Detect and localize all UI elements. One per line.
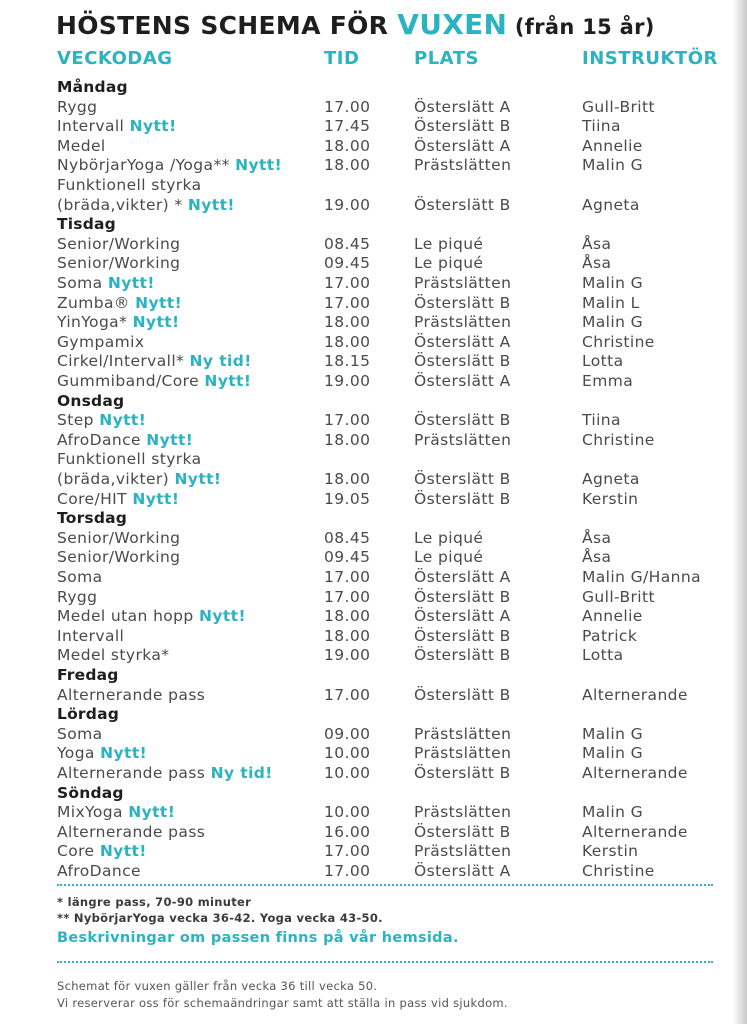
class-place: Österslätt B — [414, 764, 511, 782]
class-instructor: Åsa — [582, 548, 612, 567]
class-place: Prästslätten — [414, 842, 512, 861]
table-row — [0, 626, 733, 646]
new-tag: Nytt! — [146, 430, 194, 449]
class-name — [57, 547, 180, 567]
new-tag: Nytt! — [135, 293, 183, 312]
table-row — [0, 430, 733, 450]
table-row — [0, 587, 733, 607]
class-name — [57, 685, 205, 705]
class-name-text: MixYoga — [57, 803, 129, 822]
class-place: Le piqué — [414, 254, 484, 273]
class-instructor: Christine — [582, 430, 655, 449]
class-instructor: Lotta — [582, 352, 624, 371]
footer-disclaimer: Vi reserverar oss för schemaändringar samt att ställa in pass vid sjukdom. — [57, 996, 508, 1010]
table-row — [0, 724, 733, 744]
class-name — [57, 195, 235, 215]
class-name-text: Måndag — [57, 78, 128, 96]
class-instructor: Gull-Britt — [582, 97, 655, 116]
class-name-text: Onsdag — [57, 391, 125, 410]
class-name-text: Senior/Working — [57, 254, 181, 273]
day-heading — [0, 783, 733, 803]
class-name — [57, 116, 177, 136]
class-name — [57, 97, 97, 117]
class-name — [57, 743, 147, 763]
class-instructor: Malin G — [582, 313, 644, 332]
class-time: 17.00 — [324, 97, 371, 116]
header-time: TID — [324, 48, 360, 69]
class-place: Le piqué — [414, 234, 484, 253]
class-name — [57, 724, 103, 744]
class-time: 18.00 — [324, 332, 371, 351]
class-name-text: Medel — [57, 136, 106, 155]
class-instructor: Annelie — [582, 136, 643, 155]
table-row — [0, 273, 733, 293]
class-place: Österslätt A — [414, 332, 511, 351]
class-time: 17.45 — [324, 117, 371, 136]
day-name — [57, 665, 119, 685]
class-name-text: Senior/Working — [57, 548, 181, 567]
class-name-text: Torsdag — [57, 509, 128, 528]
class-name — [57, 489, 179, 509]
class-time: 19.05 — [324, 489, 371, 508]
class-instructor: Malin G — [582, 274, 644, 292]
class-time: 09.00 — [324, 724, 371, 743]
class-name-text: Funktionell styrka — [57, 450, 202, 469]
class-time: 18.00 — [324, 156, 371, 175]
class-instructor: Agneta — [582, 195, 640, 214]
new-tag: Nytt! — [129, 117, 177, 136]
class-instructor: Lotta — [582, 646, 624, 665]
class-time: 10.00 — [324, 744, 371, 763]
class-place: Prästslätten — [414, 430, 512, 449]
table-row — [0, 489, 733, 509]
class-name-text: Funktionell styrka — [57, 176, 202, 194]
class-name — [57, 175, 202, 195]
class-time: 08.45 — [324, 234, 371, 253]
class-name — [57, 587, 97, 607]
class-place: Österslätt B — [414, 411, 511, 430]
table-row — [0, 175, 733, 195]
table-row — [0, 528, 733, 548]
class-name — [57, 332, 144, 352]
class-name — [57, 645, 169, 665]
class-name-text: Yoga — [57, 744, 101, 763]
class-name-text: Step — [57, 411, 100, 430]
class-name-text: Alternerande pass — [57, 685, 206, 704]
class-place: Le piqué — [414, 548, 484, 567]
class-place: Österslätt A — [414, 862, 511, 880]
day-name — [57, 783, 124, 803]
header-instructor: INSTRUKTÖR — [582, 48, 718, 69]
table-row — [0, 743, 733, 763]
class-instructor: Åsa — [582, 254, 612, 273]
class-time: 17.00 — [324, 274, 371, 292]
day-name — [57, 77, 128, 97]
class-time: 17.00 — [324, 411, 371, 430]
class-instructor: Malin G — [582, 156, 644, 175]
class-instructor: Åsa — [582, 234, 612, 253]
new-tag: Nytt! — [99, 411, 147, 430]
new-tag: Nytt! — [100, 744, 148, 763]
class-name — [57, 312, 180, 332]
class-name — [57, 430, 193, 450]
class-name-text: Alternerande pass — [57, 764, 211, 782]
website-info-link[interactable]: Beskrivningar om passen finns på vår hemsida. — [57, 930, 459, 946]
class-name-text: AfroDance — [57, 862, 141, 880]
class-place: Österslätt B — [414, 195, 511, 214]
class-time: 18.15 — [324, 352, 371, 371]
class-place: Österslätt B — [414, 117, 511, 136]
table-row — [0, 351, 733, 371]
class-time: 18.00 — [324, 430, 371, 449]
class-name — [57, 273, 155, 293]
table-row — [0, 155, 733, 175]
class-name-text: Tisdag — [57, 215, 116, 234]
class-time: 19.00 — [324, 372, 371, 390]
class-name-text: Intervall — [57, 626, 125, 645]
class-place: Prästslätten — [414, 274, 512, 292]
day-name — [57, 214, 116, 234]
class-instructor: Gull-Britt — [582, 587, 655, 606]
class-place: Österslätt B — [414, 352, 511, 371]
class-name-text: Söndag — [57, 783, 124, 802]
class-place: Österslätt A — [414, 568, 511, 586]
class-time: 17.00 — [324, 842, 371, 861]
class-instructor: Kerstin — [582, 842, 639, 861]
class-name — [57, 155, 282, 175]
class-place: Prästslätten — [414, 156, 512, 175]
class-name-text: Cirkel/Intervall* — [57, 352, 190, 371]
class-place: Österslätt B — [414, 626, 511, 645]
class-instructor: Malin G/Hanna — [582, 568, 701, 586]
class-time: 16.00 — [324, 822, 371, 841]
class-instructor: Alternerande — [582, 685, 688, 704]
class-time: 17.00 — [324, 587, 371, 606]
table-row — [0, 469, 733, 489]
class-place: Österslätt B — [414, 489, 511, 508]
class-name — [57, 136, 106, 156]
class-instructor: Agneta — [582, 470, 640, 488]
class-name-text: Intervall — [57, 117, 130, 136]
class-name-text: Rygg — [57, 587, 98, 606]
class-name — [57, 841, 147, 861]
page-title — [56, 8, 736, 48]
table-row — [0, 606, 733, 626]
class-name — [57, 351, 252, 371]
class-name — [57, 861, 141, 881]
class-time: 19.00 — [324, 646, 371, 665]
table-row — [0, 763, 733, 783]
divider-bottom — [57, 961, 713, 963]
day-heading — [0, 508, 733, 528]
class-name — [57, 763, 273, 783]
class-time: 17.00 — [324, 293, 371, 312]
day-heading — [0, 704, 733, 724]
header-day: VECKODAG — [57, 48, 173, 69]
class-name-text: AfroDance — [57, 430, 147, 449]
table-row — [0, 332, 733, 352]
class-instructor: Tiina — [582, 117, 621, 136]
class-name-text: Fredag — [57, 666, 119, 684]
table-row — [0, 567, 733, 587]
class-instructor: Patrick — [582, 626, 638, 645]
class-place: Österslätt A — [414, 136, 511, 155]
table-row — [0, 312, 733, 332]
class-name-text: Medel utan hopp — [57, 607, 199, 626]
class-name-text: Soma — [57, 274, 108, 292]
new-tag: Nytt! — [198, 607, 246, 626]
divider-top — [57, 884, 713, 886]
day-name — [57, 391, 124, 411]
class-place: Österslätt A — [414, 97, 511, 116]
note-longer-sessions: * längre pass, 70-90 minuter — [57, 895, 252, 909]
class-name — [57, 371, 251, 391]
class-name-text: Senior/Working — [57, 528, 181, 547]
class-place: Österslätt B — [414, 470, 511, 488]
new-tag: Nytt! — [132, 489, 180, 508]
class-instructor: Kerstin — [582, 489, 639, 508]
day-name — [57, 508, 127, 528]
new-tag: Nytt! — [107, 274, 155, 292]
class-time: 09.45 — [324, 548, 371, 567]
class-name-text: Lördag — [57, 705, 120, 724]
class-place: Österslätt B — [414, 587, 511, 606]
class-time: 10.00 — [324, 803, 371, 822]
class-name — [57, 410, 146, 430]
day-name — [57, 704, 119, 724]
class-place: Le piqué — [414, 528, 484, 547]
class-time: 17.00 — [324, 862, 371, 880]
class-name-text: YinYoga* — [57, 313, 133, 332]
page-edge-shadow — [733, 0, 747, 1024]
class-time: 09.45 — [324, 254, 371, 273]
class-instructor: Malin G — [582, 724, 644, 743]
class-place: Österslätt B — [414, 293, 511, 312]
table-row — [0, 802, 733, 822]
new-tag: Nytt! — [235, 156, 283, 175]
class-name-text: (bräda,vikter) * — [57, 195, 188, 214]
day-heading — [0, 665, 733, 685]
class-place: Österslätt B — [414, 646, 511, 665]
class-time: 18.00 — [324, 626, 371, 645]
class-name — [57, 822, 205, 842]
header-place: PLATS — [414, 48, 479, 69]
class-name — [57, 606, 246, 626]
class-name — [57, 234, 180, 254]
new-tag: Nytt! — [174, 470, 222, 488]
class-instructor: Alternerande — [582, 822, 688, 841]
new-tag: Nytt! — [99, 842, 147, 861]
class-name-text: Zumba® — [57, 293, 136, 312]
class-name-text: Gympamix — [57, 332, 145, 351]
table-row — [0, 293, 733, 313]
table-row — [0, 234, 733, 254]
class-time: 18.00 — [324, 470, 371, 488]
class-instructor: Annelie — [582, 607, 643, 626]
note-yoga-weeks: ** NybörjarYoga vecka 36-42. Yoga vecka 43-50. — [57, 911, 383, 925]
class-instructor: Christine — [582, 332, 655, 351]
class-name-text: Core — [57, 842, 100, 861]
table-row — [0, 449, 733, 469]
class-place: Prästslätten — [414, 724, 512, 743]
table-row — [0, 195, 733, 215]
class-instructor: Christine — [582, 862, 655, 880]
class-time: 17.00 — [324, 685, 371, 704]
class-instructor: Malin G — [582, 744, 644, 763]
table-row — [0, 547, 733, 567]
class-place: Österslätt B — [414, 685, 511, 704]
class-instructor: Emma — [582, 372, 634, 390]
class-place: Prästslätten — [414, 313, 512, 332]
class-name — [57, 293, 182, 313]
class-name — [57, 253, 180, 273]
class-instructor: Alternerande — [582, 764, 688, 782]
class-time: 19.00 — [324, 195, 371, 214]
new-tag: Ny tid! — [210, 764, 273, 782]
table-row — [0, 841, 733, 861]
class-instructor: Malin G — [582, 803, 644, 822]
class-time: 10.00 — [324, 764, 371, 782]
class-time: 18.00 — [324, 136, 371, 155]
class-place: Prästslätten — [414, 803, 512, 822]
class-name — [57, 802, 175, 822]
class-name-text: Medel styrka* — [57, 646, 170, 665]
new-tag: Nytt! — [128, 803, 176, 822]
class-instructor: Malin L — [582, 293, 640, 312]
table-row — [0, 822, 733, 842]
class-place: Österslätt B — [414, 822, 511, 841]
table-row — [0, 861, 733, 881]
new-tag: Nytt! — [132, 313, 180, 332]
footer-validity: Schemat för vuxen gäller från vecka 36 till vecka 50. — [57, 979, 378, 993]
title-main: HÖSTENS SCHEMA FÖR — [56, 11, 398, 40]
class-name-text: Soma — [57, 568, 103, 586]
class-name-text: Rygg — [57, 97, 98, 116]
class-name — [57, 528, 180, 548]
title-sub: (från 15 år) — [507, 15, 655, 39]
class-name-text: Core/HIT — [57, 489, 133, 508]
new-tag: Ny tid! — [189, 352, 252, 371]
table-row — [0, 645, 733, 665]
class-name-text: NybörjarYoga /Yoga** — [57, 156, 236, 175]
class-name-text: Alternerande pass — [57, 822, 206, 841]
new-tag: Nytt! — [187, 195, 235, 214]
class-name — [57, 567, 103, 587]
class-name — [57, 469, 221, 489]
class-place: Österslätt A — [414, 372, 511, 390]
title-accent: VUXEN — [397, 8, 508, 41]
class-name-text: (bräda,vikter) — [57, 470, 175, 488]
class-name-text: Soma — [57, 724, 103, 743]
day-heading — [0, 214, 733, 234]
table-row — [0, 253, 733, 273]
class-instructor: Tiina — [582, 411, 621, 430]
day-heading — [0, 77, 733, 97]
table-row — [0, 371, 733, 391]
class-name-text: Gummiband/Core — [57, 372, 205, 390]
table-row — [0, 116, 733, 136]
class-time: 18.00 — [324, 313, 371, 332]
class-time: 17.00 — [324, 568, 371, 586]
class-instructor: Åsa — [582, 528, 612, 547]
class-name — [57, 449, 202, 469]
table-row — [0, 136, 733, 156]
table-row — [0, 410, 733, 430]
table-row — [0, 685, 733, 705]
class-name-text: Senior/Working — [57, 234, 181, 253]
class-time: 08.45 — [324, 528, 371, 547]
day-heading — [0, 391, 733, 411]
table-row — [0, 97, 733, 117]
class-place: Prästslätten — [414, 744, 512, 763]
class-name — [57, 626, 124, 646]
new-tag: Nytt! — [204, 372, 252, 390]
class-place: Österslätt A — [414, 607, 511, 626]
class-time: 18.00 — [324, 607, 371, 626]
